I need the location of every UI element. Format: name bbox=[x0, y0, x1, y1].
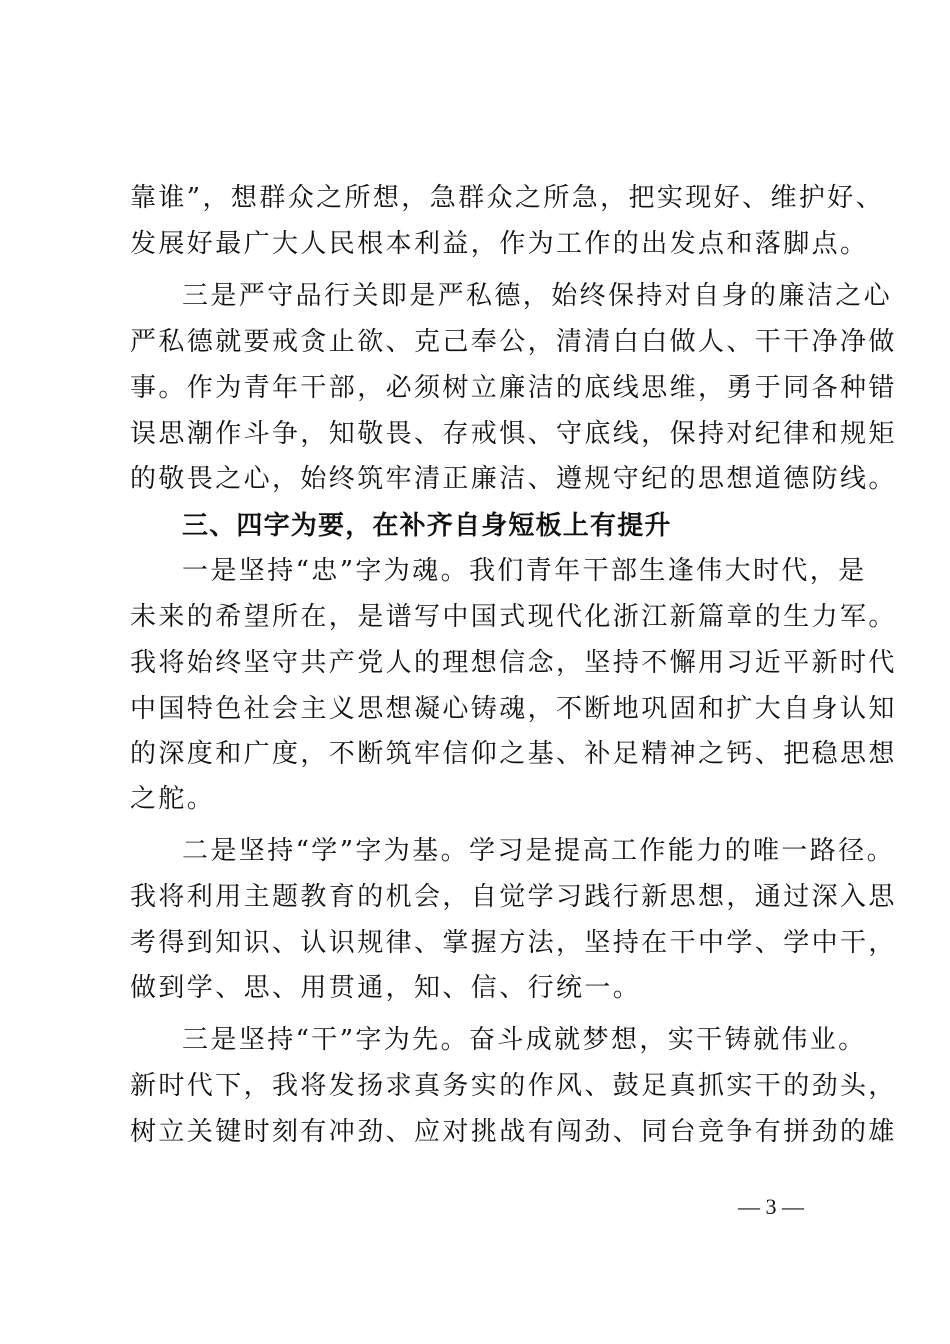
text-line: 误思潮作斗争，知敬畏、存戒惧、守底线，保持对纪律和规矩 bbox=[130, 419, 897, 449]
text-line: 做到学、思、用贯通，知、信、行统一。 bbox=[130, 973, 642, 1003]
text-line: 三是严守品行关即是严私德，始终保持对自身的廉洁之心 bbox=[182, 281, 893, 311]
text-line: 二是坚持“学”字为基。学习是提高工作能力的唯一路径。 bbox=[182, 836, 895, 866]
text-line: 考得到知识、认识规律、掌握方法，坚持在干中学、学中干， bbox=[130, 928, 897, 958]
text-line: 的敬畏之心，始终筑牢清正廉洁、遵规守纪的思想道德防线。 bbox=[130, 464, 897, 494]
text-line: 中国特色社会主义思想凝心铸魂，不断地巩固和扩大自身认知 bbox=[130, 694, 897, 724]
text-line: 严私德就要戒贪止欲、克己奉公，清清白白做人、干干净净做 bbox=[130, 327, 897, 357]
text-line: 靠谁”，想群众之所想，急群众之所急，把实现好、维护好、 bbox=[130, 183, 885, 213]
text-line: 未来的希望所在，是谱写中国式现代化浙江新篇章的生力军。 bbox=[130, 602, 897, 632]
text-line: 发展好最广大人民根本利益，作为工作的出发点和落脚点。 bbox=[130, 229, 869, 259]
text-line: 新时代下，我将发扬求真务实的作风、鼓足真抓实干的劲头， bbox=[130, 1071, 897, 1101]
text-line: 之舵。 bbox=[130, 784, 216, 814]
text-line: 我将始终坚守共产党人的理想信念，坚持不懈用习近平新时代 bbox=[130, 648, 897, 678]
section-heading: 三、四字为要，在补齐自身短板上有提升 bbox=[182, 511, 672, 541]
text-line: 三是坚持“干”字为先。奋斗成就梦想，实干铸就伟业。 bbox=[182, 1025, 867, 1055]
text-line: 的深度和广度，不断筑牢信仰之基、补足精神之钙、把稳思想 bbox=[130, 739, 897, 769]
text-line: 树立关键时刻有冲劲、应对挑战有闯劲、同台竞争有拼劲的雄 bbox=[130, 1117, 897, 1147]
text-line: 我将利用主题教育的机会，自觉学习践行新思想，通过深入思 bbox=[130, 882, 897, 912]
page-number: — 3 — bbox=[738, 1194, 804, 1219]
text-line: 一是坚持“忠”字为魂。我们青年干部生逢伟大时代，是 bbox=[182, 556, 867, 586]
text-line: 事。作为青年干部，必须树立廉洁的底线思维，勇于同各种错 bbox=[130, 373, 897, 403]
